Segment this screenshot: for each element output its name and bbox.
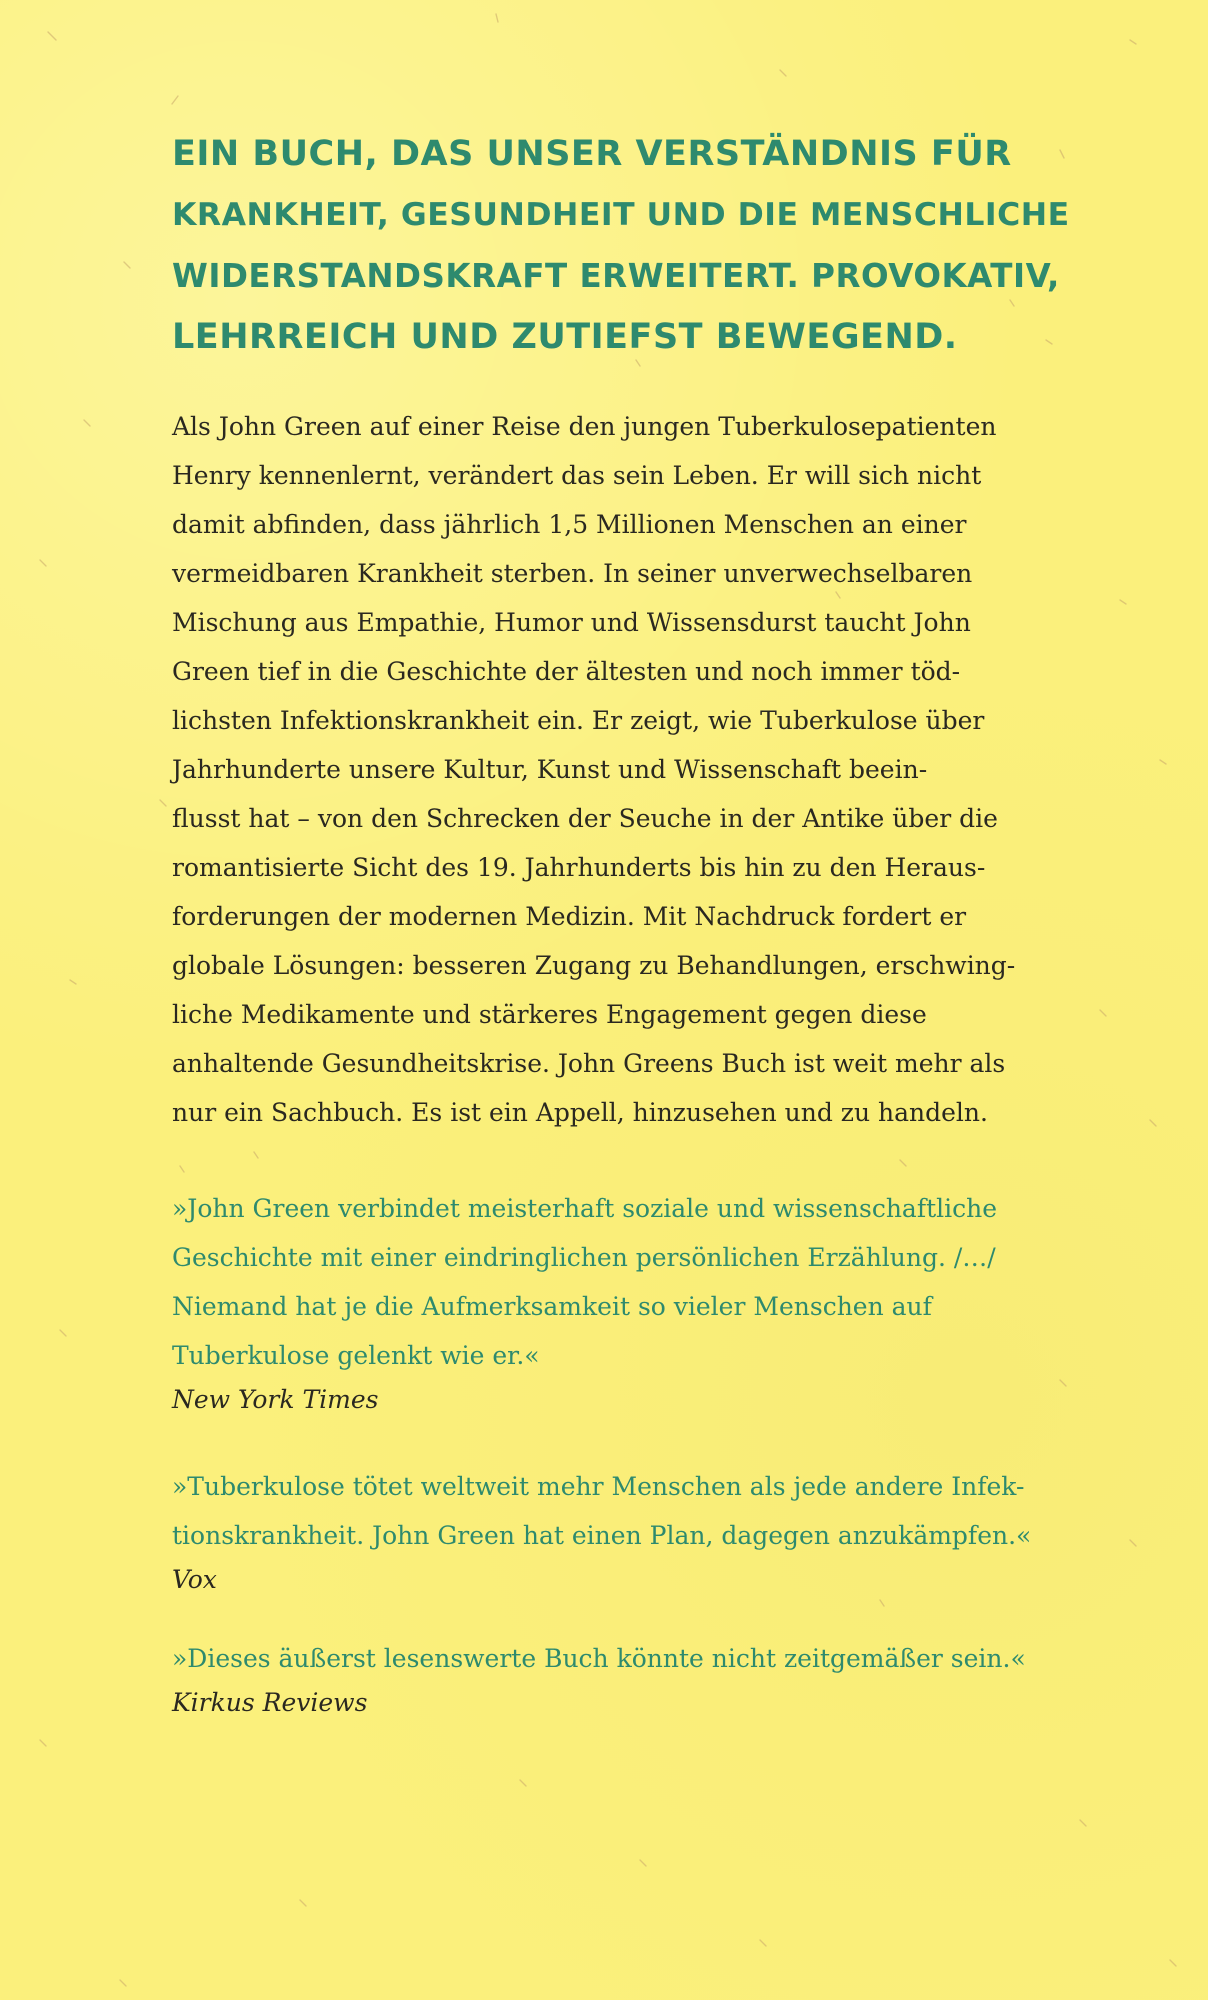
headline-line: EIN BUCH, DAS UNSER VERSTÄNDNIS FÜR	[172, 134, 1012, 174]
blurb-paragraph	[172, 402, 1072, 1137]
quote-line: »Tuberkulose tötet weltweit mehr Menschen als jede andere Infek-	[172, 1472, 1025, 1501]
blurb-line: anhaltende Gesundheitskrise. John Greens Buch ist weit mehr als	[172, 1049, 1006, 1078]
blurb-line: forderungen der modernen Medizin. Mit Nachdruck fordert er	[172, 902, 967, 931]
quote-line: Niemand hat je die Aufmerksamkeit so vieler Menschen auf	[172, 1292, 932, 1321]
blurb-line: damit abfinden, dass jährlich 1,5 Millionen Menschen an einer	[172, 510, 967, 539]
blurb-line: flusst hat – von den Schrecken der Seuche in der Antike über die	[172, 804, 998, 833]
press-quote-vox	[172, 1462, 1072, 1600]
quote-line: tionskrankheit. John Green hat einen Plan, dagegen anzukämpfen.«	[172, 1521, 1032, 1550]
press-quote-nyt	[172, 1184, 1072, 1420]
press-quote-kirkus	[172, 1634, 1072, 1723]
headline-line: WIDERSTANDSKRAFT ERWEITERT. PROVOKATIV,	[172, 257, 1060, 295]
quote-line: Geschichte mit einer eindringlichen persönlichen Erzählung. /…/	[172, 1243, 996, 1272]
quote-line: »John Green verbindet meisterhaft soziale und wissenschaftliche	[172, 1194, 998, 1223]
blurb-line: Mischung aus Empathie, Humor und Wissensdurst taucht John	[172, 608, 971, 637]
quote-line: »Dieses äußerst lesenswerte Buch könnte nicht zeitgemäßer sein.«	[172, 1644, 1026, 1673]
headline-line: KRANKHEIT, GESUNDHEIT UND DIE MENSCHLICHE	[172, 197, 1070, 233]
blurb-line: liche Medikamente und stärkeres Engagement gegen diese	[172, 1000, 927, 1029]
headline-line: LEHRREICH UND ZUTIEFST BEWEGEND.	[172, 317, 958, 357]
blurb-line: nur ein Sachbuch. Es ist ein Appell, hinzusehen und zu handeln.	[172, 1098, 988, 1127]
blurb-line: Jahrhunderte unsere Kultur, Kunst und Wissenschaft beein-	[172, 755, 928, 784]
headline	[172, 124, 1072, 368]
quote-line: Tuberkulose gelenkt wie er.«	[172, 1341, 540, 1370]
blurb-line: globale Lösungen: besseren Zugang zu Behandlungen, erschwing-	[172, 951, 1016, 980]
blurb-line: Henry kennenlernt, verändert das sein Leben. Er will sich nicht	[172, 461, 982, 490]
blurb-line: vermeidbaren Krankheit sterben. In seiner unverwechselbaren	[172, 559, 973, 588]
blurb-line: Green tief in die Geschichte der ältesten und noch immer töd-	[172, 657, 961, 686]
quote-source: Vox	[172, 1565, 217, 1594]
blurb-line: romantisierte Sicht des 19. Jahrhunderts bis hin zu den Heraus-	[172, 853, 986, 882]
blurb-line: lichsten Infektionskrankheit ein. Er zeigt, wie Tuberkulose über	[172, 706, 985, 735]
blurb-line: Als John Green auf einer Reise den jungen Tuberkulosepatienten	[172, 412, 997, 441]
quote-source: New York Times	[172, 1385, 379, 1414]
quote-source: Kirkus Reviews	[172, 1688, 368, 1717]
